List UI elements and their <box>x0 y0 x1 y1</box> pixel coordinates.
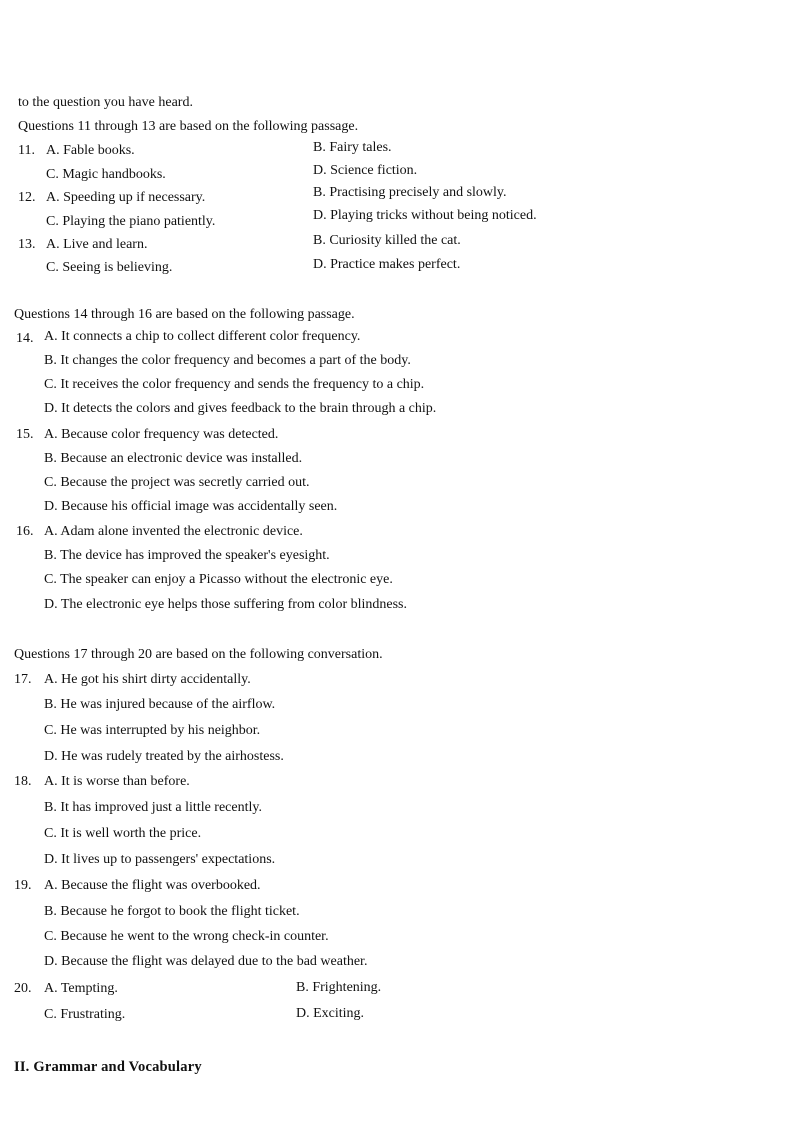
q12-option-d: D. Playing tricks without being noticed. <box>313 208 537 223</box>
q14-option-d: D. It detects the colors and gives feedback to the brain through a chip. <box>44 401 437 416</box>
q13-option-a: A. Live and learn. <box>46 237 148 252</box>
q16-option-d: D. The electronic eye helps those suffering from color blindness. <box>44 597 407 612</box>
q19-option-c: C. Because he went to the wrong check-in counter. <box>44 929 329 944</box>
q18-option-b: B. It has improved just a little recently. <box>44 800 262 815</box>
q12-option-a: A. Speeding up if necessary. <box>46 190 206 205</box>
q14-option-a: A. It connects a chip to collect different color frequency. <box>44 329 361 344</box>
q14-option-b: B. It changes the color frequency and becomes a part of the body. <box>44 353 411 368</box>
section-heading-grammar-vocabulary: II. Grammar and Vocabulary <box>14 1059 202 1075</box>
q11-option-d: D. Science fiction. <box>313 163 418 178</box>
question-number-18: 18. <box>14 774 32 789</box>
q17-option-b: B. He was injured because of the airflow. <box>44 697 276 712</box>
q11-option-c: C. Magic handbooks. <box>46 167 166 182</box>
question-number-19: 19. <box>14 878 32 893</box>
q13-option-c: C. Seeing is believing. <box>46 260 173 275</box>
question-number-13: 13. <box>18 237 36 252</box>
q19-option-b: B. Because he forgot to book the flight ticket. <box>44 904 300 919</box>
question-number-11: 11. <box>18 143 35 158</box>
q12-option-c: C. Playing the piano patiently. <box>46 214 216 229</box>
question-number-14: 14. <box>16 331 34 346</box>
q14-option-c: C. It receives the color frequency and sends the frequency to a chip. <box>44 377 425 392</box>
q18-option-c: C. It is well worth the price. <box>44 826 202 841</box>
section-11-13-header: Questions 11 through 13 are based on the following passage. <box>18 119 359 134</box>
q15-option-c: C. Because the project was secretly carried out. <box>44 475 310 490</box>
question-number-12: 12. <box>18 190 36 205</box>
q15-option-d: D. Because his official image was accidentally seen. <box>44 499 338 514</box>
question-number-16: 16. <box>16 524 34 539</box>
question-number-15: 15. <box>16 427 34 442</box>
q19-option-d: D. Because the flight was delayed due to the bad weather. <box>44 954 368 969</box>
q13-option-b: B. Curiosity killed the cat. <box>313 233 461 248</box>
intro-text: to the question you have heard. <box>18 95 193 110</box>
q15-option-a: A. Because color frequency was detected. <box>44 427 279 442</box>
q15-option-b: B. Because an electronic device was installed. <box>44 451 303 466</box>
q17-option-a: A. He got his shirt dirty accidentally. <box>44 672 251 687</box>
q16-option-a: A. Adam alone invented the electronic device. <box>44 524 303 539</box>
section-17-20-header: Questions 17 through 20 are based on the following conversation. <box>14 647 383 662</box>
q20-option-a: A. Tempting. <box>44 981 118 996</box>
q11-option-a: A. Fable books. <box>46 143 135 158</box>
q20-option-d: D. Exciting. <box>296 1006 365 1021</box>
q12-option-b: B. Practising precisely and slowly. <box>313 185 507 200</box>
question-number-17: 17. <box>14 672 32 687</box>
question-number-20: 20. <box>14 981 32 996</box>
q19-option-a: A. Because the flight was overbooked. <box>44 878 261 893</box>
section-14-16-header: Questions 14 through 16 are based on the following passage. <box>14 307 355 322</box>
q11-option-b: B. Fairy tales. <box>313 140 392 155</box>
q17-option-d: D. He was rudely treated by the airhostess. <box>44 749 284 764</box>
q20-option-c: C. Frustrating. <box>44 1007 126 1022</box>
q16-option-b: B. The device has improved the speaker's eyesight. <box>44 548 330 563</box>
q18-option-a: A. It is worse than before. <box>44 774 190 789</box>
q20-option-b: B. Frightening. <box>296 980 382 995</box>
q13-option-d: D. Practice makes perfect. <box>313 257 461 272</box>
q16-option-c: C. The speaker can enjoy a Picasso without the electronic eye. <box>44 572 393 587</box>
q18-option-d: D. It lives up to passengers' expectations. <box>44 852 276 867</box>
q17-option-c: C. He was interrupted by his neighbor. <box>44 723 261 738</box>
